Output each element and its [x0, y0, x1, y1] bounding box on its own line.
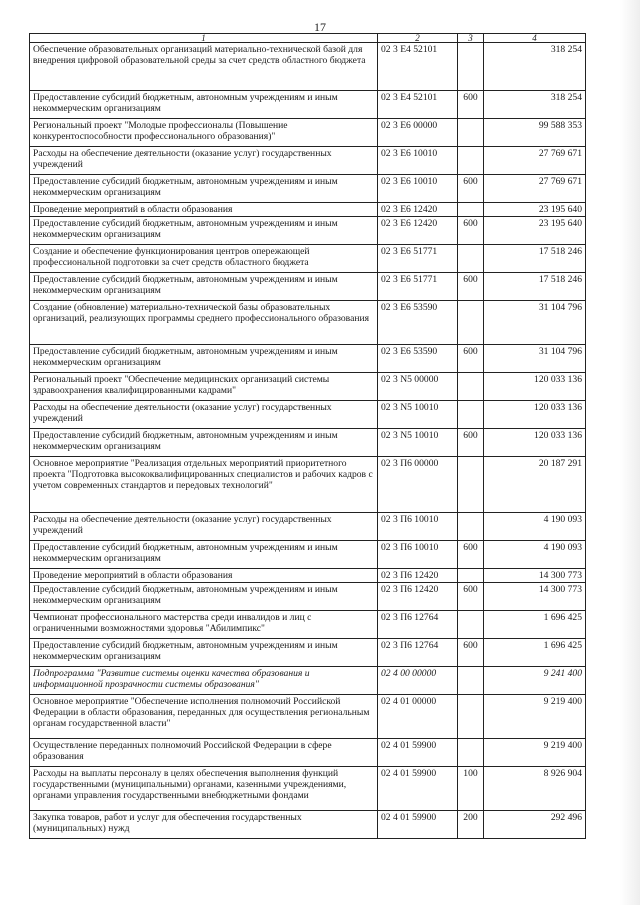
row-code-cell: 02 3 П6 12420	[378, 583, 458, 611]
scan-edge-shadow	[620, 0, 640, 905]
row-code-cell: 02 3 Е6 53590	[378, 301, 458, 345]
row-code-cell: 02 3 Е6 12420	[378, 203, 458, 217]
row-amount-cell: 27 769 671	[484, 147, 586, 175]
row-amount-cell: 9 219 400	[484, 739, 586, 767]
column-header: 4	[484, 34, 586, 43]
row-amount-cell: 292 496	[484, 811, 586, 839]
column-header: 1	[30, 34, 378, 43]
row-expense-type-cell	[458, 43, 484, 91]
row-amount-cell: 9 219 400	[484, 695, 586, 739]
row-code-cell: 02 3 П6 00000	[378, 457, 458, 513]
row-expense-type-cell	[458, 245, 484, 273]
table-row	[30, 513, 586, 541]
table-row	[30, 541, 586, 569]
row-expense-type-cell	[458, 401, 484, 429]
row-code-cell: 02 4 01 59900	[378, 739, 458, 767]
row-expense-type-cell	[458, 569, 484, 583]
row-expense-type-cell: 200	[458, 811, 484, 839]
table-row	[30, 345, 586, 373]
row-name-cell: Обеспечение образовательных организаций материально-технической базой для внедрения цифровой образовательной среды за счет средств областного бюджета	[30, 43, 378, 91]
row-code-cell: 02 3 П6 12420	[378, 569, 458, 583]
row-expense-type-cell: 600	[458, 639, 484, 667]
row-code-cell: 02 3 N5 00000	[378, 373, 458, 401]
row-code-cell: 02 3 Е6 12420	[378, 217, 458, 245]
row-name-cell: Закупка товаров, работ и услуг для обеспечения государственных (муниципальных) нужд	[30, 811, 378, 839]
row-name-cell: Создание и обеспечение функционирования центров опережающей профессиональной подготовки за счет средств областного бюджета	[30, 245, 378, 273]
table-row	[30, 147, 586, 175]
row-amount-cell: 318 254	[484, 91, 586, 119]
row-name-cell: Проведение мероприятий в области образования	[30, 569, 378, 583]
row-code-cell: 02 3 П6 12764	[378, 611, 458, 639]
row-amount-cell: 23 195 640	[484, 217, 586, 245]
table-row	[30, 611, 586, 639]
table-row	[30, 401, 586, 429]
table-row	[30, 583, 586, 611]
row-expense-type-cell	[458, 739, 484, 767]
row-expense-type-cell: 600	[458, 583, 484, 611]
row-expense-type-cell	[458, 667, 484, 695]
row-expense-type-cell	[458, 457, 484, 513]
row-expense-type-cell: 600	[458, 541, 484, 569]
row-code-cell: 02 3 Е6 10010	[378, 147, 458, 175]
row-code-cell: 02 3 Е6 51771	[378, 245, 458, 273]
row-amount-cell: 17 518 246	[484, 245, 586, 273]
row-name-cell: Региональный проект "Обеспечение медицинских организаций системы здравоохранения квалифицированными кадрами"	[30, 373, 378, 401]
row-amount-cell: 120 033 136	[484, 373, 586, 401]
row-expense-type-cell: 600	[458, 429, 484, 457]
row-code-cell: 02 3 П6 10010	[378, 541, 458, 569]
row-amount-cell: 120 033 136	[484, 429, 586, 457]
row-amount-cell: 14 300 773	[484, 569, 586, 583]
table-row	[30, 457, 586, 513]
row-amount-cell: 31 104 796	[484, 345, 586, 373]
row-expense-type-cell	[458, 203, 484, 217]
row-code-cell: 02 3 Е4 52101	[378, 43, 458, 91]
row-expense-type-cell: 600	[458, 273, 484, 301]
row-amount-cell: 120 033 136	[484, 401, 586, 429]
row-expense-type-cell: 100	[458, 767, 484, 811]
row-name-cell: Осуществление переданных полномочий Российской Федерации в сфере образования	[30, 739, 378, 767]
row-expense-type-cell	[458, 695, 484, 739]
row-name-cell: Подпрограмма "Развитие системы оценки качества образования и информационной прозрачности системы образования"	[30, 667, 378, 695]
row-expense-type-cell: 600	[458, 345, 484, 373]
row-code-cell: 02 3 Е6 10010	[378, 175, 458, 203]
row-name-cell: Предоставление субсидий бюджетным, автономным учреждениям и иным некоммерческим организациям	[30, 429, 378, 457]
table-row	[30, 811, 586, 839]
row-expense-type-cell	[458, 611, 484, 639]
row-expense-type-cell	[458, 513, 484, 541]
row-code-cell: 02 4 01 00000	[378, 695, 458, 739]
row-name-cell: Предоставление субсидий бюджетным, автономным учреждениям и иным некоммерческим организациям	[30, 583, 378, 611]
row-code-cell: 02 3 Е6 53590	[378, 345, 458, 373]
row-amount-cell: 318 254	[484, 43, 586, 91]
row-name-cell: Региональный проект "Молодые профессионалы (Повышение конкурентоспособности профессионального образования)"	[30, 119, 378, 147]
row-name-cell: Расходы на обеспечение деятельности (оказание услуг) государственных учреждений	[30, 513, 378, 541]
page-number: 17	[314, 20, 326, 34]
table-row	[30, 217, 586, 245]
table-row	[30, 373, 586, 401]
row-name-cell: Основное мероприятие "Реализация отдельных мероприятий приоритетного проекта "Подготовка высококвалифицированных специалистов и рабочих кадров с учетом современных стандартов и передовых технологий"	[30, 457, 378, 513]
row-expense-type-cell	[458, 301, 484, 345]
budget-table	[29, 33, 586, 839]
row-name-cell: Основное мероприятие "Обеспечение исполнения полномочий Российской Федерации в области образования, переданных для осуществления региональным органам государственной власти"	[30, 695, 378, 739]
table-row	[30, 667, 586, 695]
row-amount-cell: 20 187 291	[484, 457, 586, 513]
row-expense-type-cell: 600	[458, 91, 484, 119]
row-code-cell: 02 3 П6 10010	[378, 513, 458, 541]
row-amount-cell: 4 190 093	[484, 513, 586, 541]
row-amount-cell: 14 300 773	[484, 583, 586, 611]
row-amount-cell: 9 241 400	[484, 667, 586, 695]
row-name-cell: Предоставление субсидий бюджетным, автономным учреждениям и иным некоммерческим организациям	[30, 541, 378, 569]
row-name-cell: Предоставление субсидий бюджетным, автономным учреждениям и иным некоммерческим организациям	[30, 273, 378, 301]
table-row	[30, 739, 586, 767]
row-code-cell: 02 3 П6 12764	[378, 639, 458, 667]
table-row	[30, 91, 586, 119]
table-row	[30, 203, 586, 217]
table-row	[30, 245, 586, 273]
row-expense-type-cell	[458, 119, 484, 147]
table-row	[30, 429, 586, 457]
row-code-cell: 02 3 N5 10010	[378, 401, 458, 429]
row-name-cell: Чемпионат профессионального мастерства среди инвалидов и лиц с ограниченными возможностями здоровья "Абилимпикс"	[30, 611, 378, 639]
table-body	[30, 43, 586, 839]
row-name-cell: Предоставление субсидий бюджетным, автономным учреждениям и иным некоммерческим организациям	[30, 175, 378, 203]
row-amount-cell: 99 588 353	[484, 119, 586, 147]
column-number-row	[30, 34, 586, 43]
row-amount-cell: 31 104 796	[484, 301, 586, 345]
row-name-cell: Предоставление субсидий бюджетным, автономным учреждениям и иным некоммерческим организациям	[30, 217, 378, 245]
row-amount-cell: 27 769 671	[484, 175, 586, 203]
table-row	[30, 273, 586, 301]
row-code-cell: 02 4 01 59900	[378, 811, 458, 839]
row-code-cell: 02 3 Е4 52101	[378, 91, 458, 119]
table-row	[30, 43, 586, 91]
row-amount-cell: 4 190 093	[484, 541, 586, 569]
row-name-cell: Предоставление субсидий бюджетным, автономным учреждениям и иным некоммерческим организациям	[30, 639, 378, 667]
table-row	[30, 569, 586, 583]
row-name-cell: Расходы на выплаты персоналу в целях обеспечения выполнения функций государственными (муниципальными) органами, казенными учреждениями, органами управления государственными внебюджетными фондами	[30, 767, 378, 811]
row-code-cell: 02 4 01 59900	[378, 767, 458, 811]
row-amount-cell: 1 696 425	[484, 639, 586, 667]
table-row	[30, 639, 586, 667]
column-header: 3	[458, 34, 484, 43]
table-row	[30, 175, 586, 203]
table-row	[30, 767, 586, 811]
column-header: 2	[378, 34, 458, 43]
row-name-cell: Предоставление субсидий бюджетным, автономным учреждениям и иным некоммерческим организациям	[30, 345, 378, 373]
row-amount-cell: 8 926 904	[484, 767, 586, 811]
row-expense-type-cell	[458, 147, 484, 175]
row-amount-cell: 1 696 425	[484, 611, 586, 639]
row-code-cell: 02 3 Е6 00000	[378, 119, 458, 147]
row-code-cell: 02 3 Е6 51771	[378, 273, 458, 301]
row-name-cell: Расходы на обеспечение деятельности (оказание услуг) государственных учреждений	[30, 147, 378, 175]
row-expense-type-cell: 600	[458, 175, 484, 203]
table-row	[30, 119, 586, 147]
row-amount-cell: 23 195 640	[484, 203, 586, 217]
table-row	[30, 695, 586, 739]
row-name-cell: Предоставление субсидий бюджетным, автономным учреждениям и иным некоммерческим организациям	[30, 91, 378, 119]
row-name-cell: Расходы на обеспечение деятельности (оказание услуг) государственных учреждений	[30, 401, 378, 429]
row-name-cell: Создание (обновление) материально-технической базы образовательных организаций, реализующих программы среднего профессионального образования	[30, 301, 378, 345]
row-name-cell: Проведение мероприятий в области образования	[30, 203, 378, 217]
table-row	[30, 301, 586, 345]
row-expense-type-cell: 600	[458, 217, 484, 245]
row-code-cell: 02 4 00 00000	[378, 667, 458, 695]
row-code-cell: 02 3 N5 10010	[378, 429, 458, 457]
row-expense-type-cell	[458, 373, 484, 401]
row-amount-cell: 17 518 246	[484, 273, 586, 301]
